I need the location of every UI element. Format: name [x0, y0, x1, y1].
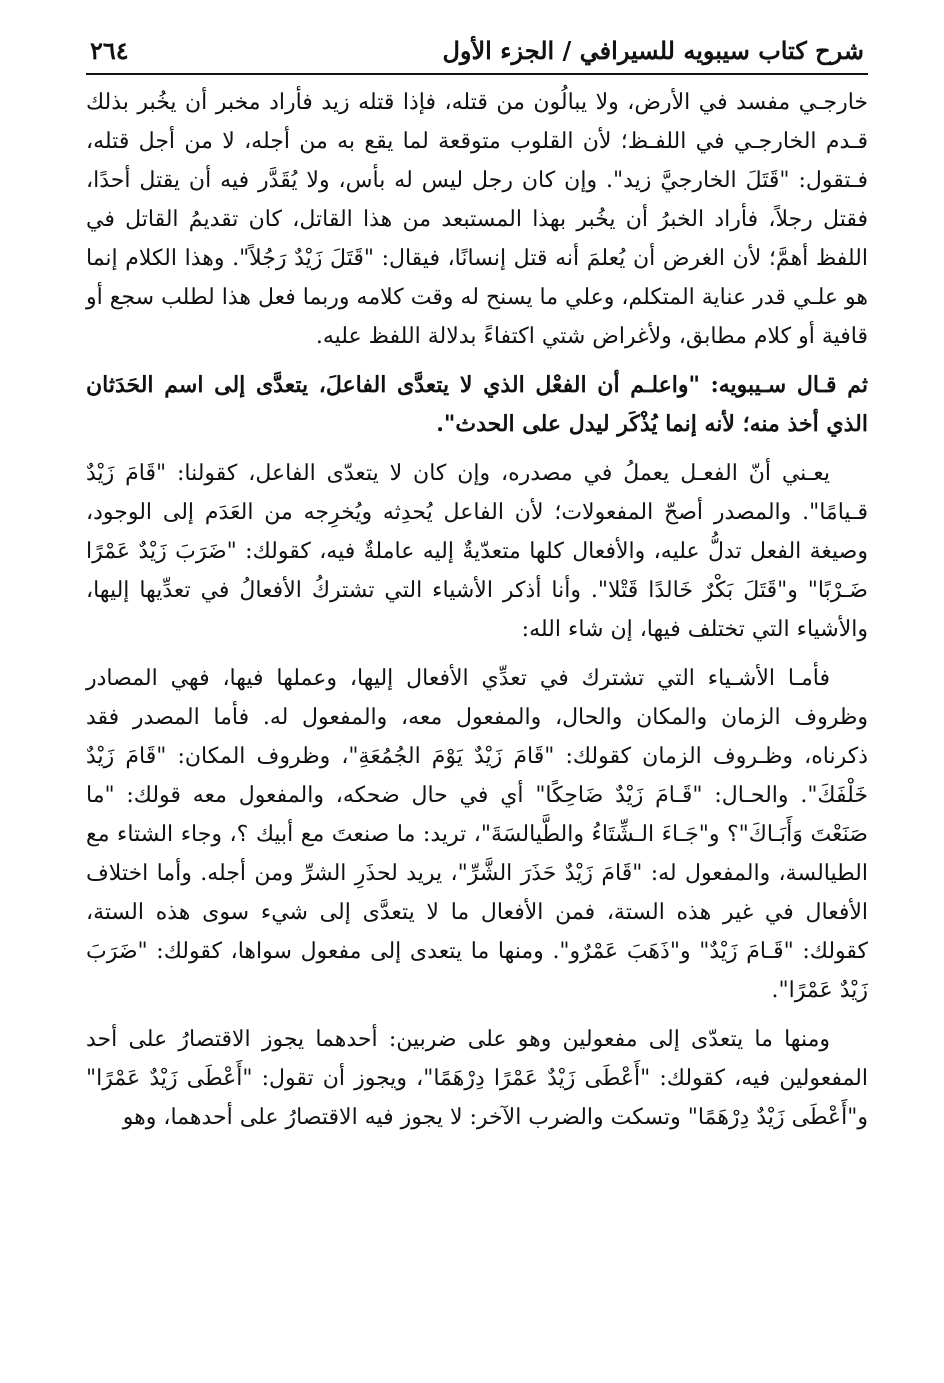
page-header — [86, 36, 868, 75]
paragraph-3: يعـني أنّ الفعـل يعملُ في مصدره، وإن كان لا يتعدّى الفاعل، كقولنا: "قَامَ زَيْدٌ قـيامًا". والمصدر أصحّ المفعولات؛ لأن الفاعل يُحدِثه ويُخرِجه من العَدَم إلى الوجود، وصيغة الفعل تدلُّ عليه، والأفعال كلها متعدّيةٌ إليه عاملةٌ فيه، كقولك: "ضَرَبَ زَيْدٌ عَمْرًا ضَـرْبًا" و"قَتَلَ بَكْرٌ خَالدًا قَتْلا". وأنا أذكر الأشياء التي تشتركُ الأفعالُ في تعدِّيها إليها، والأشياء التي تختلف فيها، إن شاء الله: — [86, 461, 868, 642]
running-title: شرح كتاب سيبويه للسيرافي / الجزء الأول — [442, 36, 864, 65]
sibawayh-quote-paragraph: ثم قـال سـيبويه: "واعلـم أن الفعْل الذي لا يتعدَّى الفاعلَ، يتعدَّى إلى اسم الحَدَثان الذي أخذ منه؛ لأنه إنما يُذْكَر ليدل على الحدث". — [86, 372, 868, 437]
paragraph-5: ومنها ما يتعدّى إلى مفعولين وهو على ضربين: أحدهما يجوز الاقتصارُ على أحد المفعولين فيه، كقولك: "أَعْطَى زَيْدٌ عَمْرًا دِرْهَمًا"، ويجوز أن تقول: "أَعْطَى زَيْدٌ عَمْرًا" و"أَعْطَى زَيْدٌ دِرْهَمًا" وتسكت والضرب الآخر: لا يجوز فيه الاقتصارُ على أحدهما، وهو — [86, 1027, 868, 1130]
page-body — [86, 83, 868, 1137]
page-number: ٢٦٤ — [90, 36, 129, 65]
paragraph-1: خارجـي مفسد في الأرض، ولا يبالُون من قتله، فإذا قتله زيد فأراد مخبر أن يخُبر بذلك قـدم الخارجـي في اللفـظ؛ لأن القلوب متوقعة لما يقع به من أجله، لا من أجل قتله، فـتقول: "قَتَلَ الخارجيَّ زيد". وإن كان رجل ليس له بأس، ولا يُقَدَّر فيه أن يقتل أحدًا، فقتل رجلاً، فأراد الخبرُ أن يخُبر بهذا المستبعد من هذا القاتل، كان تقديمُ القاتل في اللفظ أهمَّ؛ لأن الغرض أن يُعلمَ أنه قتل إنسانًا، فيقال: "قَتَلَ زَيْدٌ رَجُلاً". وهذا الكلام إنما هو علـي قدر عناية المتكلم، وعلي ما يسنح له وقت كلامه وربما فعل هذا لطلب سجع أو قافية أو كلام مطابق، ولأغراض شتي اكتفاءً بدلالة اللفظ عليه. — [86, 90, 868, 349]
paragraph-4: فأمـا الأشـياء التي تشترك في تعدِّي الأفعال إليها، وعملها فيها، فهي المصادر وظروف الزمان والمكان والحال، والمفعول معه، والمفعول له. فأما المصدر فقد ذكرناه، وظـروف الزمان كقولك: "قَامَ زَيْدٌ يَوْمَ الجُمُعَةِ"، وظروف المكان: "قَامَ زَيْدٌ خَلْفَكَ". والحـال: "قَـامَ زَيْدٌ ضَاحِكًا" أي في حال ضحكه، والمفعول معه قولك: "ما صَنَعْتَ وَأَبَـاكَ"؟ و"جَـاءَ الـشِّتَاءُ والطَّيالسَةَ"، تريد: ما صنعتَ مع أبيك ؟، وجاء الشتاء مع الطيالسة، والمفعول له: "قَامَ زَيْدٌ حَذَرَ الشَّرِّ"، يريد لحذَرِ الشرِّ ومن أجله. وأما اختلاف الأفعال في غير هذه الستة، فمن الأفعال ما لا يتعدَّى إلى شيء سوى هذه الستة، كقولك: "قَـامَ زَيْدٌ" و"ذَهَبَ عَمْرٌو". ومنها ما يتعدى إلى مفعول سواها، كقولك: "ضَرَبَ زَيْدٌ عَمْرًا". — [86, 666, 868, 1003]
book-page — [86, 36, 868, 1147]
